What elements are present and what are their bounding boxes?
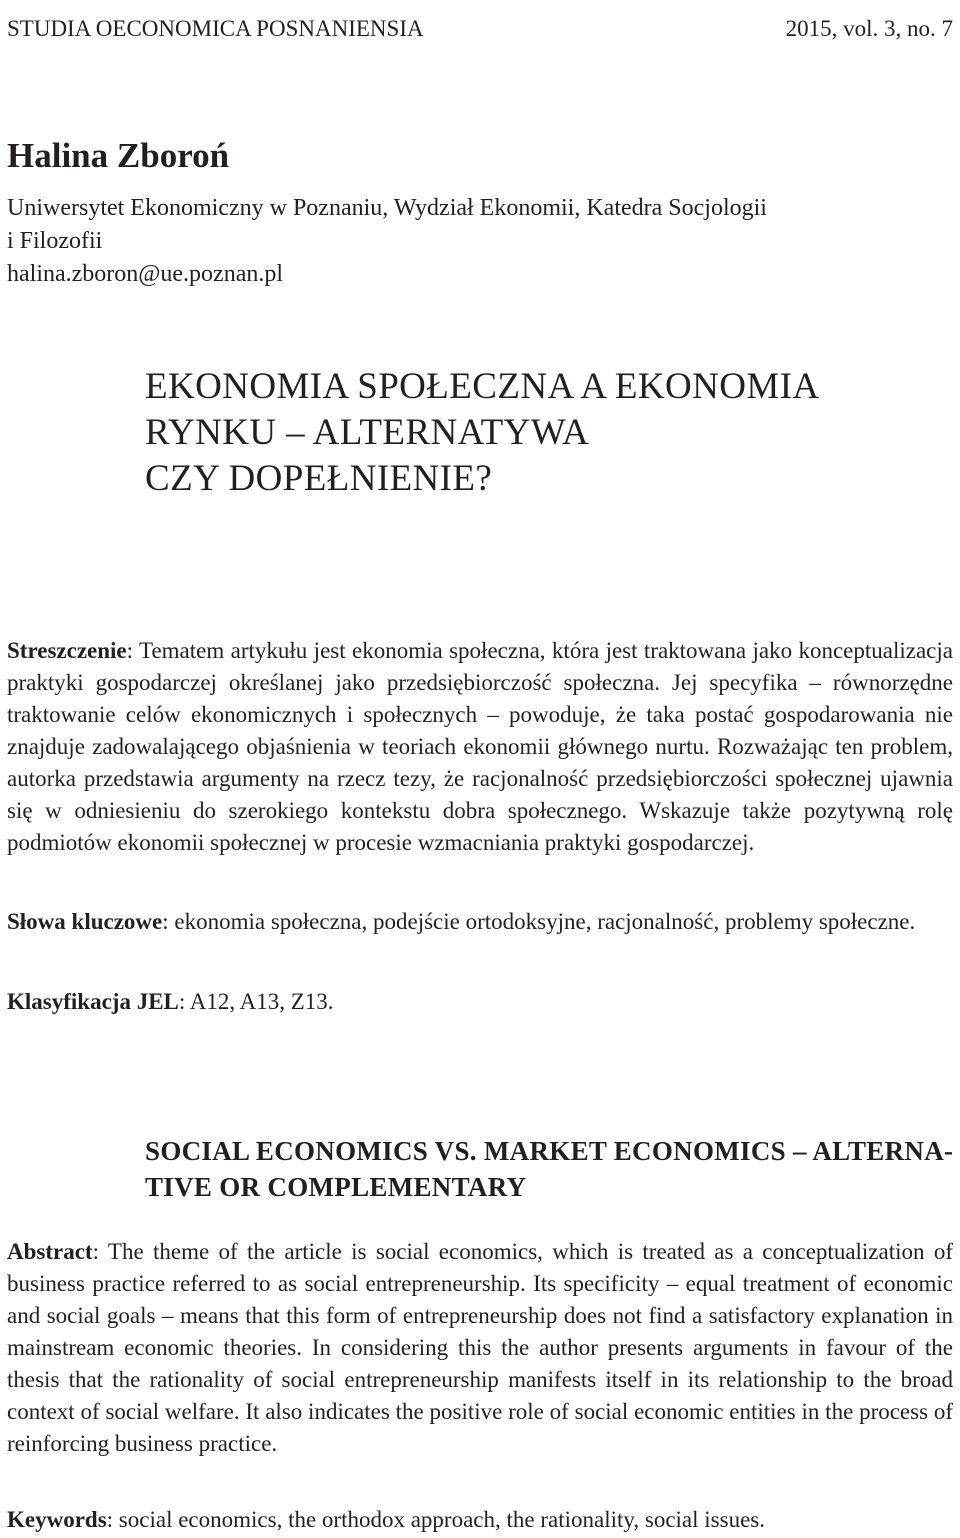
affiliation-line-1: Uniwersytet Ekonomiczny w Poznaniu, Wydział Ekonomii, Katedra Socjologii (7, 195, 767, 221)
abstract-english (7, 1236, 953, 1460)
abstract-pl-label: Streszczenie (7, 638, 127, 663)
jel-codes: : A12, A13, Z13. (178, 989, 334, 1014)
author-affiliation (7, 192, 953, 291)
author-email[interactable]: halina.zboron@ue.poznan.pl (7, 261, 284, 287)
title-en-line-1: SOCIAL ECONOMICS VS. MARKET ECONOMICS – ALTERNA- (145, 1136, 954, 1166)
jel-label: Klasyfikacja JEL (7, 989, 179, 1014)
journal-name: STUDIA OECONOMICA POSNANIENSIA (7, 16, 424, 41)
title-pl-line-3: CZY DOPEŁNIENIE? (145, 458, 493, 499)
title-pl-line-2: RYNKU – ALTERNATYWA (145, 412, 590, 453)
abstract-en-text: : The theme of the article is social economics, which is treated as a conceptualization of business practice referred to as social entrepreneurship. Its specificity – equal treatment of economic and social goals – means that this form of entrepreneurship does not find a satisfactory explanation in mainstream economic theories. In considering this the author presents arguments in favour of the thesis that the rationality of social entrepreneurship manifests itself in its relationship to the broad context of social welfare. It also indicates the positive role of social economic entities in the process of reinforcing business practice. (7, 1239, 953, 1456)
issue-info: 2015, vol. 3, no. 7 (785, 16, 953, 41)
title-en-line-2: TIVE OR COMPLEMENTARY (145, 1172, 527, 1202)
abstract-polish (7, 635, 953, 859)
keywords-english (7, 1504, 953, 1536)
affiliation-line-2: i Filozofii (7, 228, 103, 254)
abstract-pl-text: : Tematem artykułu jest ekonomia społeczna, która jest traktowana jako konceptualizacja praktyki gospodarczej określanej jako przedsiębiorczość społeczna. Jej specyfika – równorzędne traktowanie celów ekonomicznych i społecznych – powoduje, że taka postać gospodarowania nie znajduje zadowalającego objaśnienia w teoriach ekonomii głównego nurtu. Rozważając ten problem, autorka przedstawia argumenty na rzecz tezy, że racjonalność przedsiębiorczości społecznej ujawnia się w odniesieniu do szerokiego kontekstu dobra społecznego. Wskazuje także pozytywną rolę podmiotów ekonomii społecznej w procesie wzmacniania praktyki gospodarczej. (7, 638, 953, 855)
jel-classification (7, 986, 953, 1018)
keywords-en-text: : social economics, the orthodox approach, the rationality, social issues. (106, 1507, 765, 1532)
author-name: Halina Zboroń (7, 136, 230, 175)
article-title-polish (145, 364, 925, 502)
article-first-page (7, 0, 953, 1538)
keywords-polish (7, 906, 953, 938)
article-title-english (145, 1133, 954, 1205)
keywords-pl-text: : ekonomia społeczna, podejście ortodoksyjne, racjonalność, problemy społeczne. (162, 909, 916, 934)
title-pl-line-1: EKONOMIA SPOŁECZNA A EKONOMIA (145, 366, 820, 407)
abstract-en-label: Abstract (7, 1239, 93, 1264)
keywords-en-label: Keywords (7, 1507, 107, 1532)
keywords-pl-label: Słowa kluczowe (7, 909, 163, 934)
